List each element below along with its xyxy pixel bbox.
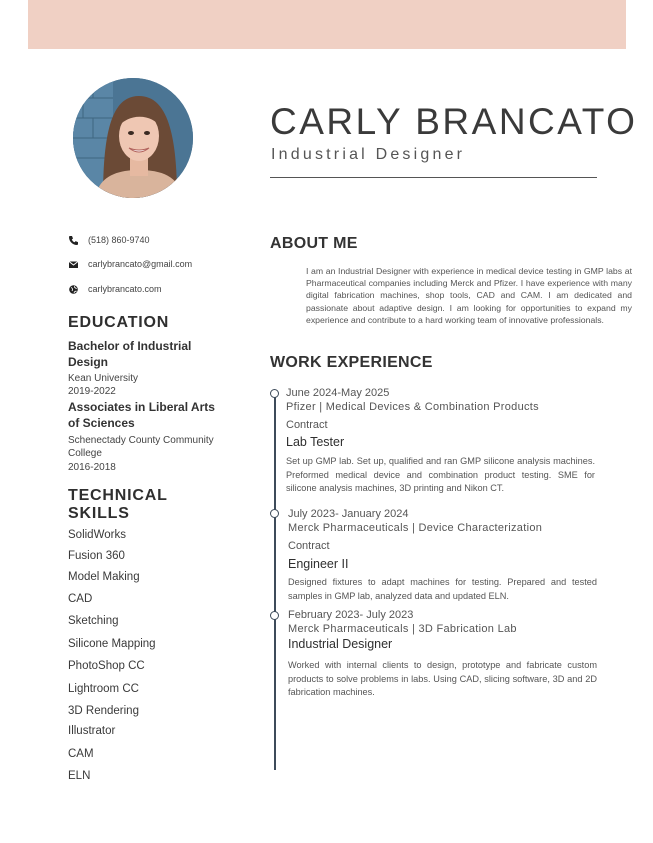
timeline-dot	[270, 611, 279, 620]
skill-item: 3D Rendering	[68, 705, 139, 717]
job-company: Merck Pharmaceuticals | Device Characterization	[288, 522, 543, 534]
skill-item: PhotoShop CC	[68, 660, 145, 672]
envelope-icon	[68, 259, 79, 270]
skill-item: CAD	[68, 593, 93, 605]
job-description: Set up GMP lab. Set up, qualified and ran GMP silicone analysis machines. Preformed medical device and combination product testing. SME for silicone analysis machines, 3D printing and Nikon CT.	[286, 456, 595, 493]
header-band	[28, 0, 626, 49]
phone-text: (518) 860-9740	[88, 235, 150, 245]
education-years: 2016-2018	[68, 462, 116, 473]
globe-icon	[68, 284, 79, 295]
job-company: Pfizer | Medical Devices & Combination Products	[286, 401, 539, 413]
contact-phone	[68, 233, 150, 247]
education-degree: Associates in Liberal Arts of Sciences	[68, 400, 215, 430]
skill-item: CAM	[68, 748, 94, 760]
job-description: Designed fixtures to adapt machines for testing. Prepared and tested samples in GMP lab, analyzed data and updated ELN.	[288, 577, 597, 601]
skill-item: Fusion 360	[68, 550, 125, 562]
education-heading: EDUCATION	[68, 314, 170, 331]
job-title: Industrial Designer	[271, 146, 466, 163]
profile-photo	[73, 78, 193, 198]
job-date: July 2023- January 2024	[288, 508, 409, 520]
education-degree: Bachelor of Industrial Design	[68, 339, 192, 369]
job-role: Engineer II	[288, 557, 349, 571]
phone-icon	[68, 235, 79, 246]
job-date: June 2024-May 2025	[286, 387, 390, 399]
education-years: 2019-2022	[68, 386, 116, 397]
skill-item: Lightroom CC	[68, 683, 139, 695]
contact-email	[68, 257, 192, 271]
job-date: February 2023- July 2023	[288, 609, 414, 621]
timeline-line	[274, 394, 276, 770]
work-heading: WORK EXPERIENCE	[270, 354, 433, 371]
skill-item: Silicone Mapping	[68, 638, 156, 650]
candidate-name: CARLY BRANCATO	[270, 101, 638, 142]
job-role: Industrial Designer	[288, 637, 393, 651]
timeline-dot	[270, 389, 279, 398]
about-heading: ABOUT ME	[270, 235, 358, 252]
about-text: I am an Industrial Designer with experience in medical device testing in GMP labs at Pharmaceutical companies including Merck and Pfizer. I have experience with many digital fabrication machines, shop tools, CAD and CAM. I am dedicated and passionate about adaptive design. I am looking for opportunities to expand my experience and contribute to a hard working team of innovative professionals.	[306, 266, 632, 325]
skill-item: Illustrator	[68, 725, 116, 737]
skill-item: Sketching	[68, 615, 119, 627]
education-school: Schenectady County Community College	[68, 435, 214, 459]
title-divider	[270, 177, 597, 178]
job-company: Merck Pharmaceuticals | 3D Fabrication Lab	[288, 623, 517, 635]
skills-heading: TECHNICAL SKILLS	[68, 487, 168, 522]
job-role: Lab Tester	[286, 435, 345, 449]
education-school: Kean University	[68, 373, 139, 384]
skill-item: Model Making	[68, 571, 140, 583]
skill-item: ELN	[68, 770, 91, 782]
timeline-dot	[270, 509, 279, 518]
skill-item: SolidWorks	[68, 529, 126, 541]
job-type: Contract	[288, 540, 330, 552]
job-description: Worked with internal clients to design, prototype and fabricate custom products to solve problems in labs. Using CAD, slicing software, 3D and 2D fabrication machines.	[288, 660, 597, 697]
email-text[interactable]: carlybrancato@gmail.com	[88, 259, 193, 269]
contact-website	[68, 282, 162, 296]
job-type: Contract	[286, 419, 328, 431]
website-text[interactable]: carlybrancato.com	[88, 284, 162, 294]
